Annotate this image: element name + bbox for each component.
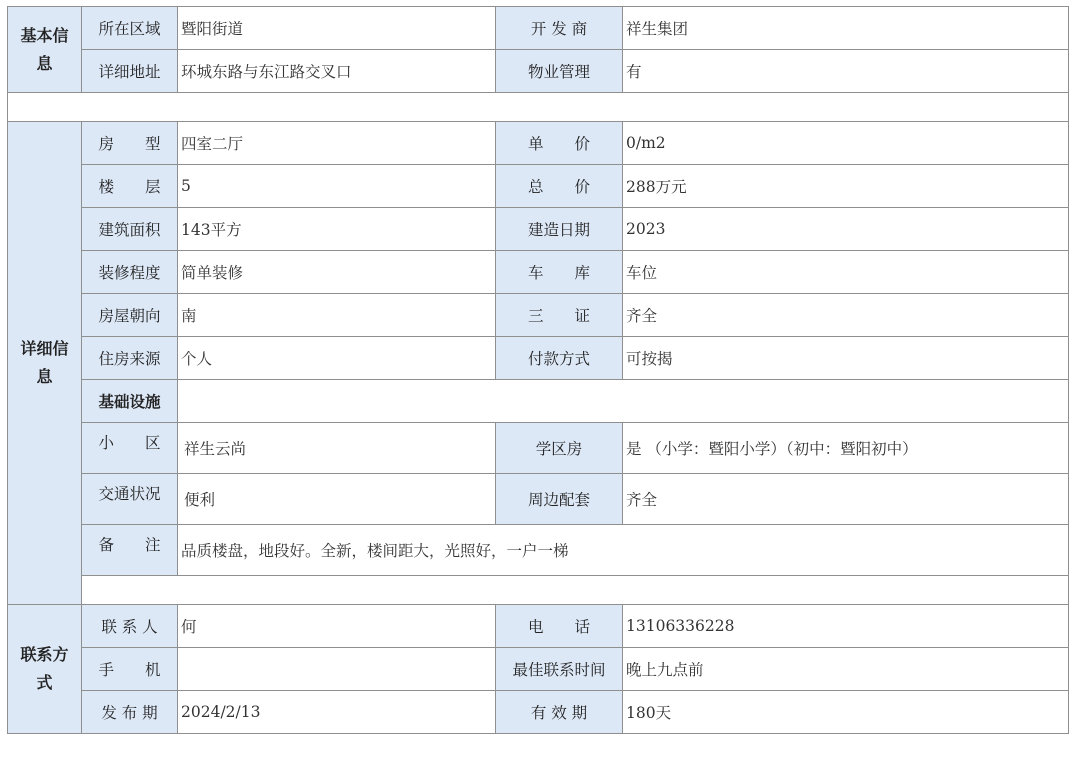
value-phone: 13106336228	[623, 605, 1069, 648]
spacer-cell	[8, 93, 1069, 122]
label-remark: 备 注	[82, 525, 178, 576]
label-floor: 楼 层	[82, 165, 178, 208]
value-floor: 5	[178, 165, 496, 208]
value-community: 祥生云尚	[178, 423, 496, 474]
value-property-management: 有	[623, 50, 1069, 93]
detail-blank-row	[8, 576, 1069, 605]
value-publish-date: 2024/2/13	[178, 691, 496, 734]
value-mobile	[178, 648, 496, 691]
value-developer: 祥生集团	[623, 7, 1069, 50]
label-unit-price: 单 价	[496, 122, 623, 165]
value-unit-price: 0/m2	[623, 122, 1069, 165]
detail-row-3	[8, 208, 1069, 251]
value-best-contact-time: 晚上九点前	[623, 648, 1069, 691]
detail-row-2	[8, 165, 1069, 208]
value-school-district: 是 （小学：暨阳小学）（初中：暨阳初中）	[623, 423, 1069, 474]
label-validity: 有 效 期	[496, 691, 623, 734]
label-source: 住房来源	[82, 337, 178, 380]
label-decoration: 装修程度	[82, 251, 178, 294]
listing-table	[7, 6, 1069, 734]
facilities-row	[8, 380, 1069, 423]
label-certificates: 三 证	[496, 294, 623, 337]
detail-row-5	[8, 294, 1069, 337]
value-total-price: 288万元	[623, 165, 1069, 208]
group-contact: 联系方式	[8, 605, 82, 734]
label-contact-person: 联 系 人	[82, 605, 178, 648]
label-layout: 房 型	[82, 122, 178, 165]
group-detail-info: 详细信息	[8, 122, 82, 605]
label-facilities: 基础设施	[82, 380, 178, 423]
value-validity: 180天	[623, 691, 1069, 734]
detail-blank-cell	[82, 576, 1069, 605]
label-mobile: 手 机	[82, 648, 178, 691]
value-address: 环城东路与东江路交叉口	[178, 50, 496, 93]
label-surroundings: 周边配套	[496, 474, 623, 525]
value-layout: 四室二厅	[178, 122, 496, 165]
label-phone: 电 话	[496, 605, 623, 648]
value-area: 143平方	[178, 208, 496, 251]
value-remark: 品质楼盘，地段好。全新，楼间距大，光照好，一户一梯	[178, 525, 1069, 576]
value-garage: 车位	[623, 251, 1069, 294]
value-source: 个人	[178, 337, 496, 380]
label-school-district: 学区房	[496, 423, 623, 474]
value-decoration: 简单装修	[178, 251, 496, 294]
value-payment: 可按揭	[623, 337, 1069, 380]
basic-row-2	[8, 50, 1069, 93]
label-traffic: 交通状况	[82, 474, 178, 525]
contact-row-3	[8, 691, 1069, 734]
detail-row-6	[8, 337, 1069, 380]
label-region: 所在区域	[82, 7, 178, 50]
value-traffic: 便利	[178, 474, 496, 525]
label-address: 详细地址	[82, 50, 178, 93]
value-build-date: 2023	[623, 208, 1069, 251]
facilities-blank	[178, 380, 1069, 423]
label-community: 小 区	[82, 423, 178, 474]
group-basic-info: 基本信息	[8, 7, 82, 93]
label-orientation: 房屋朝向	[82, 294, 178, 337]
basic-row-1	[8, 7, 1069, 50]
label-payment: 付款方式	[496, 337, 623, 380]
remark-row	[8, 525, 1069, 576]
spacer-row	[8, 93, 1069, 122]
contact-row-1	[8, 605, 1069, 648]
value-certificates: 齐全	[623, 294, 1069, 337]
label-property-management: 物业管理	[496, 50, 623, 93]
value-contact-person: 何	[178, 605, 496, 648]
traffic-row	[8, 474, 1069, 525]
community-row	[8, 423, 1069, 474]
contact-row-2	[8, 648, 1069, 691]
detail-row-4	[8, 251, 1069, 294]
label-best-contact-time: 最佳联系时间	[496, 648, 623, 691]
label-total-price: 总 价	[496, 165, 623, 208]
label-developer: 开 发 商	[496, 7, 623, 50]
detail-row-1	[8, 122, 1069, 165]
label-publish-date: 发 布 期	[82, 691, 178, 734]
label-area: 建筑面积	[82, 208, 178, 251]
value-orientation: 南	[178, 294, 496, 337]
value-surroundings: 齐全	[623, 474, 1069, 525]
value-region: 暨阳街道	[178, 7, 496, 50]
label-garage: 车 库	[496, 251, 623, 294]
label-build-date: 建造日期	[496, 208, 623, 251]
